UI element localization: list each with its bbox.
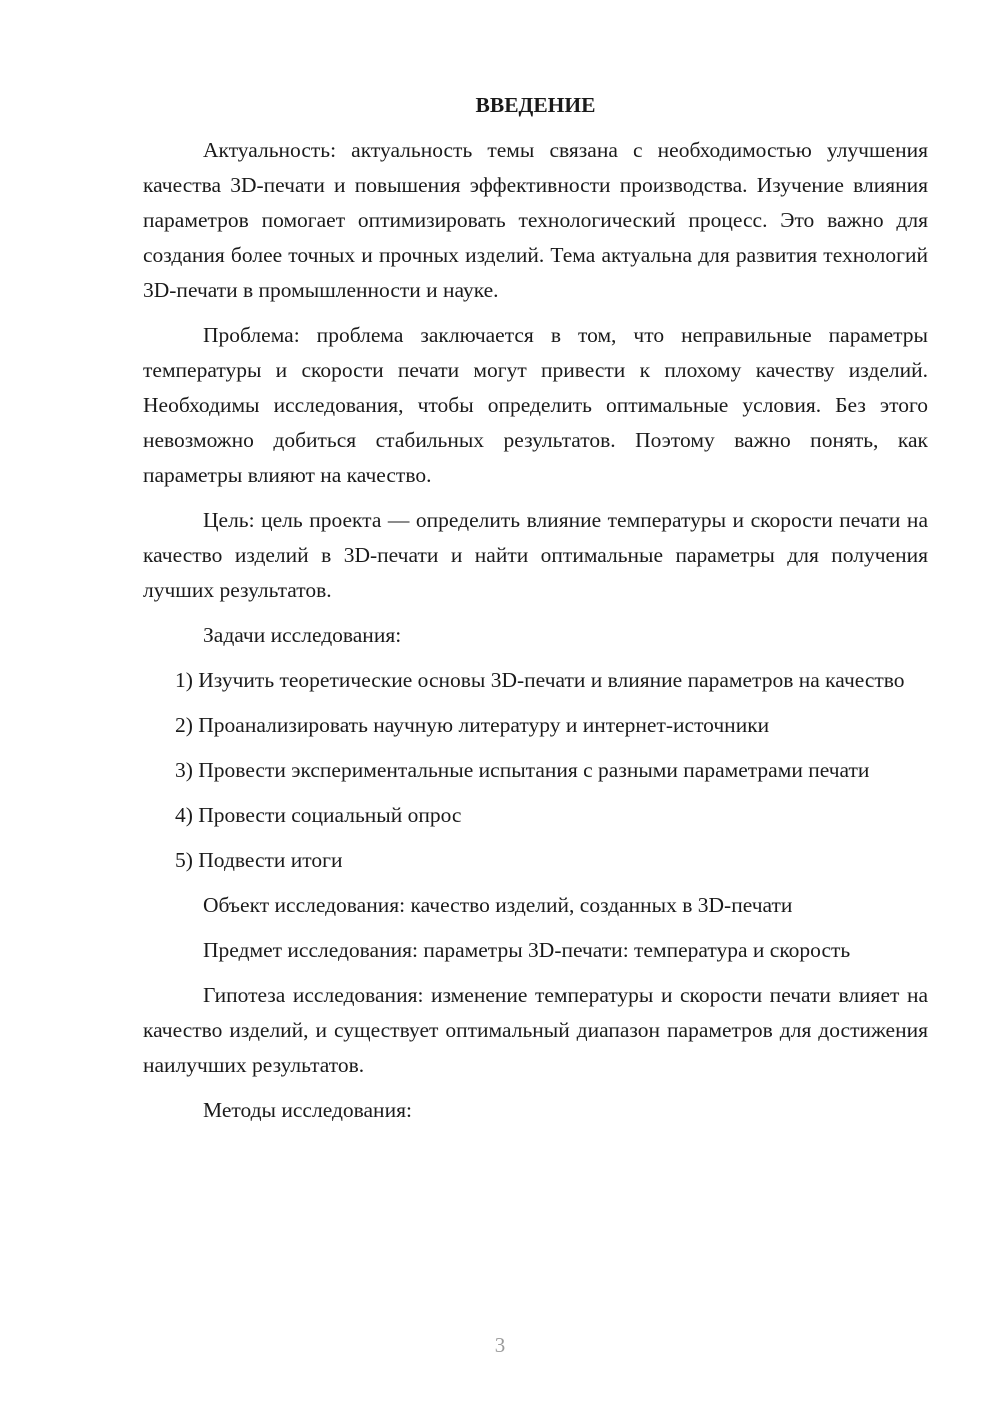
task-item: 2) Проанализировать научную литературу и интернет-источники	[175, 713, 770, 737]
hypothesis-paragraph: Гипотеза исследования: изменение температуры и скорости печати влияет на качество изделий, и существует оптимальный диапазон параметров для достижения наилучших результатов.	[143, 983, 928, 1077]
task-item: 4) Провести социальный опрос	[175, 803, 462, 827]
task-item: 5) Подвести итоги	[175, 848, 343, 872]
tasks-intro: Задачи исследования:	[203, 623, 402, 647]
problem-paragraph: Проблема: проблема заключается в том, что неправильные параметры температуры и скорости печати могут привести к плохому качеству изделий. Необходимы исследования, чтобы определить оптимальные условия. Без этого невозможно добиться стабильных результатов. Поэтому важно понять, как параметры влияют на качество.	[143, 323, 928, 487]
document-page	[143, 88, 928, 1138]
goal-paragraph: Цель: цель проекта — определить влияние температуры и скорости печати на качество изделий в 3D-печати и найти оптимальные параметры для получения лучших результатов.	[143, 508, 928, 602]
page-number: 3	[494, 1333, 506, 1357]
relevance-paragraph: Актуальность: актуальность темы связана с необходимостью улучшения качества 3D-печати и повышения эффективности производства. Изучение влияния параметров помогает оптимизировать технологический процесс. Это важно для создания более точных и прочных изделий. Тема актуальна для развития технологий 3D-печати в промышленности и науке.	[143, 138, 928, 302]
task-item: 1) Изучить теоретические основы 3D-печати и влияние параметров на качество	[175, 668, 905, 692]
object-paragraph: Объект исследования: качество изделий, созданных в 3D-печати	[203, 893, 793, 917]
subject-paragraph: Предмет исследования: параметры 3D-печати: температура и скорость	[203, 938, 851, 962]
methods-paragraph: Методы исследования:	[203, 1098, 412, 1122]
task-item: 3) Провести экспериментальные испытания с разными параметрами печати	[175, 758, 870, 782]
page-title: ВВЕДЕНИЕ	[475, 93, 596, 117]
